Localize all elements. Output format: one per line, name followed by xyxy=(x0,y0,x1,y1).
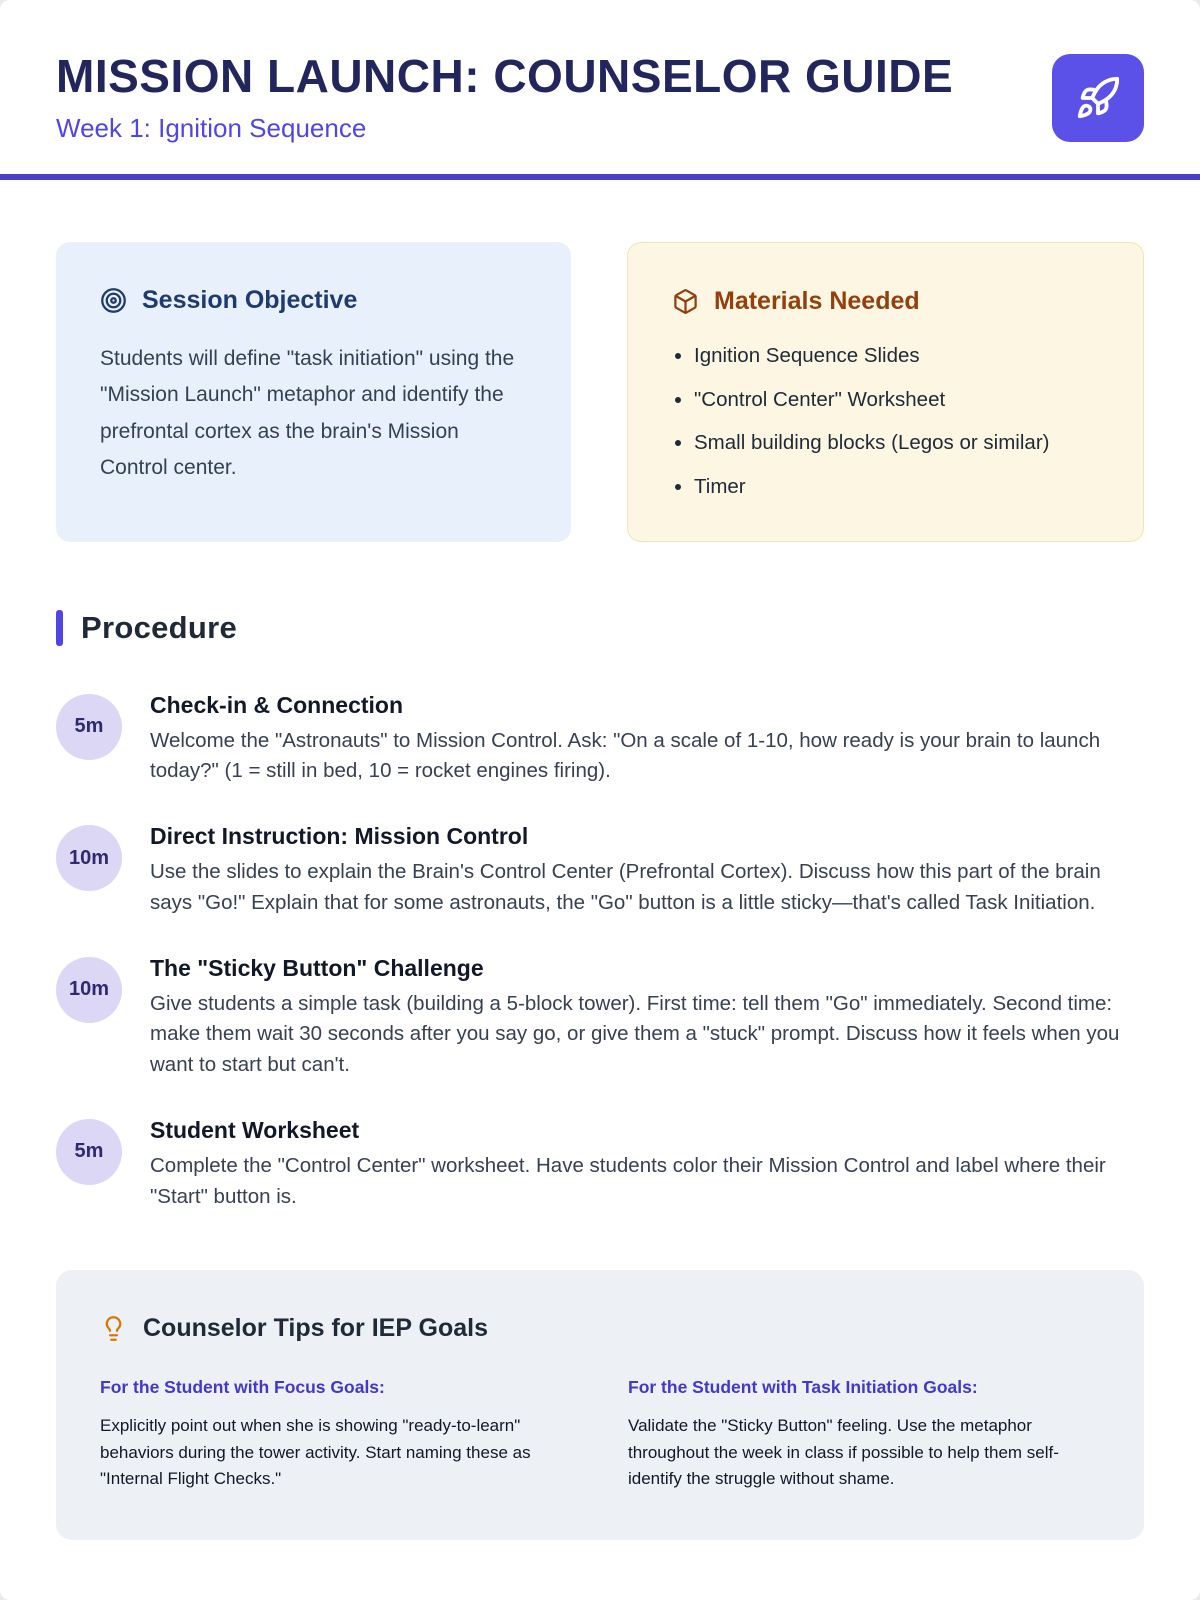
procedure-section xyxy=(56,610,1144,1213)
step-content xyxy=(150,1117,1144,1213)
materials-heading: Materials Needed xyxy=(714,286,920,315)
tips-heading: Counselor Tips for IEP Goals xyxy=(143,1314,488,1343)
objective-card-header xyxy=(100,286,527,315)
materials-item: • "Control Center" Worksheet xyxy=(694,386,1099,414)
target-icon xyxy=(100,287,127,314)
section-accent-bar xyxy=(56,610,63,646)
step-title: Check-in & Connection xyxy=(150,691,404,718)
procedure-step xyxy=(56,692,1144,788)
info-cards xyxy=(56,242,1144,542)
rocket-icon xyxy=(1052,54,1144,142)
materials-needed-card xyxy=(627,242,1144,542)
step-body: Complete the "Control Center" worksheet. Have students color their Mission Control and label where their "Start" button is. xyxy=(150,1153,1106,1208)
step-title: Student Worksheet xyxy=(150,1116,360,1143)
procedure-heading: Procedure xyxy=(81,609,238,645)
materials-item: • Timer xyxy=(694,473,1099,501)
tip-column-body: Explicitly point out when she is showing "ready-to-learn" behaviors during the tower activity. Start naming these as "Internal Flight Checks." xyxy=(100,1416,531,1489)
objective-body: Students will define "task initiation" using the "Mission Launch" metaphor and identify the prefrontal cortex as the brain's Mission Control center. xyxy=(100,346,515,480)
objective-heading: Session Objective xyxy=(142,285,358,314)
tip-column-heading: For the Student with Focus Goals: xyxy=(100,1377,385,1398)
procedure-step xyxy=(56,955,1144,1081)
page-subtitle: Week 1: Ignition Sequence xyxy=(56,112,367,143)
step-title: The "Sticky Button" Challenge xyxy=(150,954,484,981)
procedure-header xyxy=(56,610,1144,646)
time-badge: 5m xyxy=(56,694,122,760)
step-body: Welcome the "Astronauts" to Mission Control. Ask: "On a scale of 1-10, how ready is your brain to launch today?" (1 = still in bed, 10 = rocket engines firing). xyxy=(150,728,1101,783)
step-content xyxy=(150,955,1144,1081)
time-badge: 10m xyxy=(56,825,122,891)
materials-item: • Ignition Sequence Slides xyxy=(694,342,1099,370)
session-objective-card xyxy=(56,242,571,542)
tip-column-focus-goals xyxy=(100,1377,572,1492)
lightbulb-icon xyxy=(100,1315,127,1342)
tip-column-body: Validate the "Sticky Button" feeling. Use the metaphor throughout the week in class if possible to help them self-identify the struggle without shame. xyxy=(628,1416,1059,1489)
package-icon xyxy=(672,288,699,315)
step-body: Give students a simple task (building a 5-block tower). First time: tell them "Go" immediately. Second time: make them wait 30 seconds after you say go, or give them a "stuck" prompt. Discuss how it feels when you want to start but can't. xyxy=(150,991,1120,1077)
page-title: MISSION LAUNCH: COUNSELOR GUIDE xyxy=(56,50,954,102)
step-body: Use the slides to explain the Brain's Control Center (Prefrontal Cortex). Discuss how this part of the brain says "Go!" Explain that for some astronauts, the "Go" button is a little sticky—that's called Task Initiation. xyxy=(150,860,1101,914)
time-badge: 5m xyxy=(56,1119,122,1185)
tips-header xyxy=(100,1314,1100,1343)
page-header xyxy=(0,0,1200,144)
step-content xyxy=(150,692,1144,788)
counselor-tips-card xyxy=(56,1270,1144,1540)
header-text xyxy=(56,50,953,144)
materials-card-header xyxy=(672,287,1099,316)
header-divider xyxy=(0,174,1200,180)
tips-columns xyxy=(100,1377,1100,1492)
step-content xyxy=(150,823,1144,919)
procedure-step xyxy=(56,823,1144,919)
procedure-step xyxy=(56,1117,1144,1213)
step-title: Direct Instruction: Mission Control xyxy=(150,823,529,850)
procedure-steps xyxy=(56,692,1144,1213)
materials-item: • Small building blocks (Legos or similar) xyxy=(694,429,1099,457)
tip-column-heading: For the Student with Task Initiation Goals: xyxy=(628,1377,978,1398)
tip-column-task-initiation-goals xyxy=(628,1377,1100,1492)
materials-list xyxy=(672,342,1099,501)
time-badge: 10m xyxy=(56,957,122,1023)
main-content xyxy=(0,242,1200,1540)
